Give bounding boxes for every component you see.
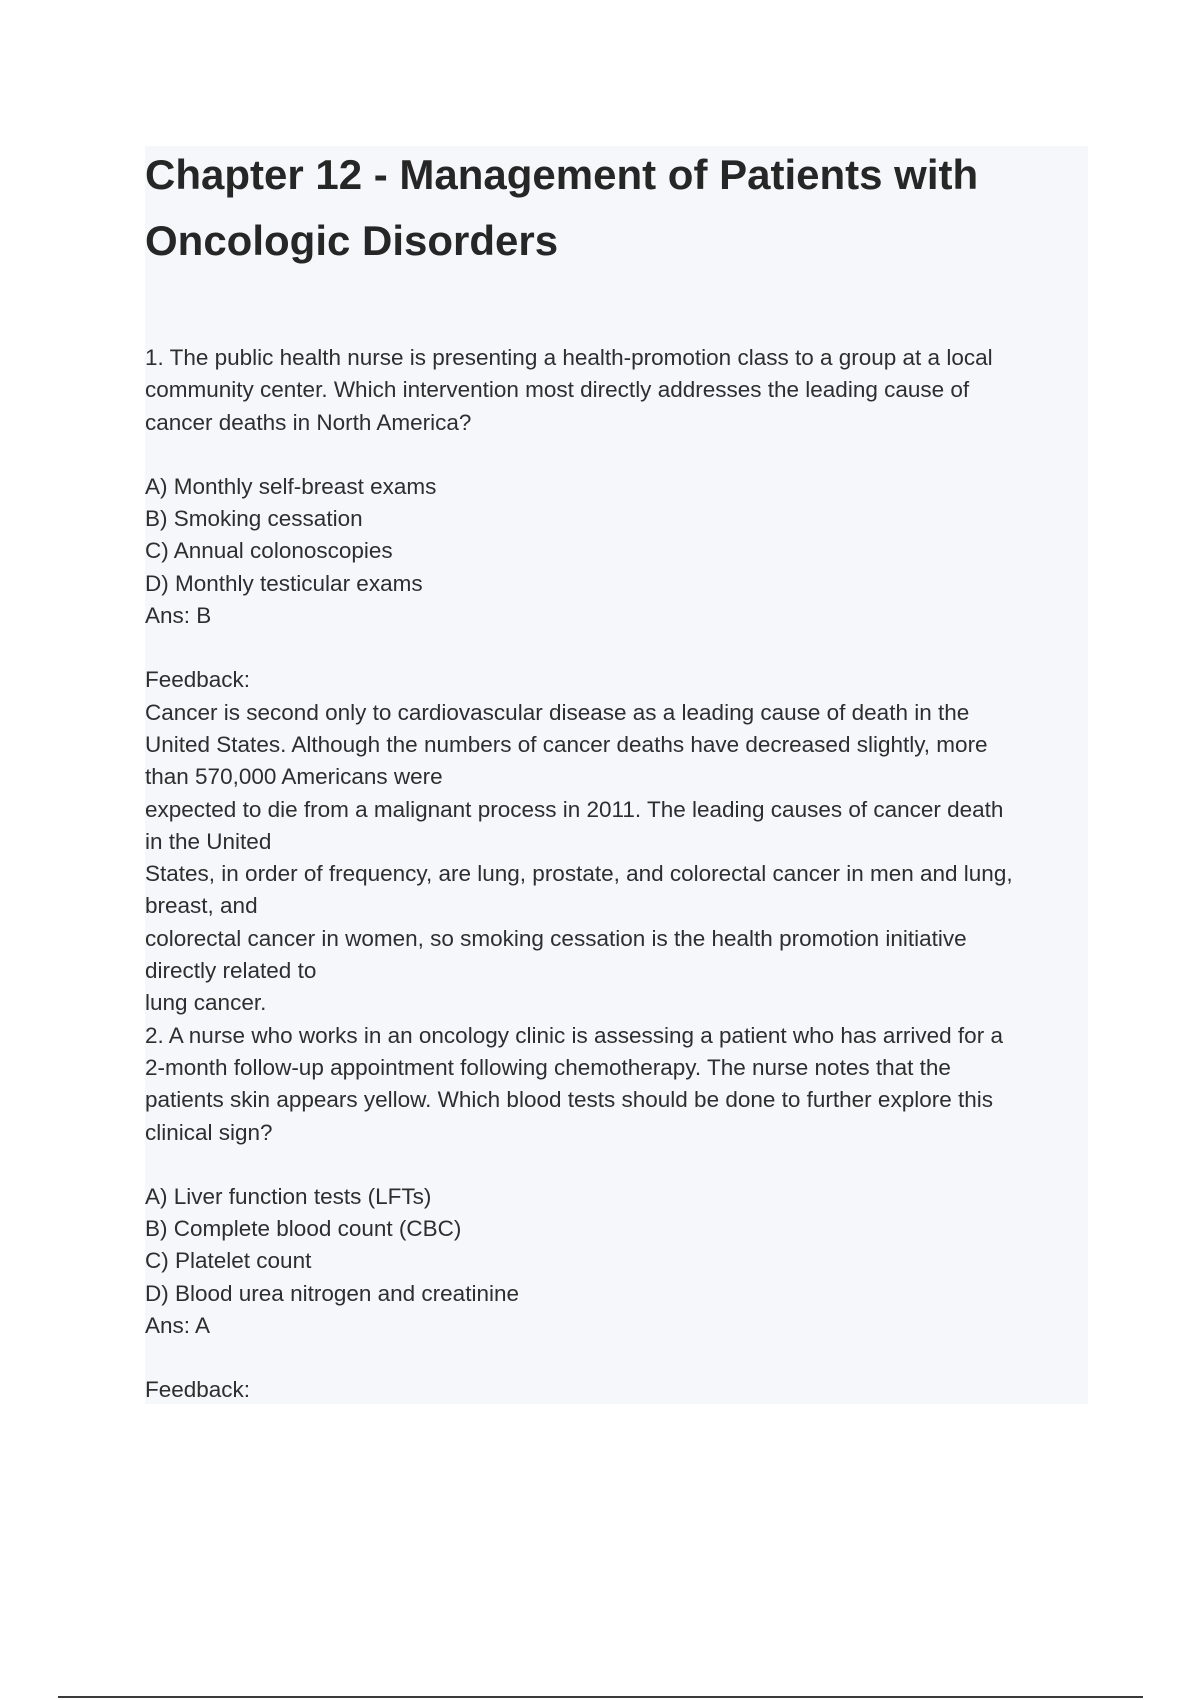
answer-key: Ans: A bbox=[145, 1313, 211, 1339]
stem-line: cancer deaths in North America? bbox=[145, 409, 472, 435]
spacer bbox=[145, 1342, 1085, 1374]
feedback-line: in the United bbox=[145, 828, 272, 854]
answer-key: Ans: B bbox=[145, 603, 212, 629]
stem-line: clinical sign? bbox=[145, 1119, 273, 1145]
option-c: C) Platelet count bbox=[145, 1248, 312, 1274]
question-stem bbox=[145, 1020, 1085, 1149]
spacer bbox=[145, 1149, 1085, 1181]
spacer bbox=[145, 439, 1085, 471]
feedback-line: States, in order of frequency, are lung, prostate, and colorectal cancer in men and lung, bbox=[145, 861, 1013, 887]
option-a: A) Liver function tests (LFTs) bbox=[145, 1183, 432, 1209]
answer-options bbox=[145, 1181, 1085, 1310]
feedback-line: breast, and bbox=[145, 893, 258, 919]
option-c: C) Annual colonoscopies bbox=[145, 538, 393, 564]
feedback-line: than 570,000 Americans were bbox=[145, 764, 443, 790]
feedback-text bbox=[145, 697, 1085, 1020]
stem-line: 2-month follow-up appointment following chemotherapy. The nurse notes that the bbox=[145, 1054, 951, 1080]
answer-options bbox=[145, 471, 1085, 600]
feedback-line: expected to die from a malignant process in 2011. The leading causes of cancer death bbox=[145, 796, 1004, 822]
spacer bbox=[145, 632, 1085, 664]
feedback-line: United States. Although the numbers of cancer deaths have decreased slightly, more bbox=[145, 731, 988, 757]
feedback-line: Cancer is second only to cardiovascular disease as a leading cause of death in the bbox=[145, 699, 970, 725]
feedback-label: Feedback: bbox=[145, 667, 251, 693]
option-d: D) Blood urea nitrogen and creatinine bbox=[145, 1280, 519, 1306]
stem-line: patients skin appears yellow. Which blood tests should be done to further explore this bbox=[145, 1087, 993, 1113]
stem-line: 1. The public health nurse is presenting a health-promotion class to a group at a local bbox=[145, 345, 993, 370]
feedback-label: Feedback: bbox=[145, 1377, 251, 1403]
stem-line: 2. A nurse who works in an oncology clinic is assessing a patient who has arrived for a bbox=[145, 1022, 1003, 1048]
option-b: B) Smoking cessation bbox=[145, 506, 363, 532]
page-divider bbox=[58, 1696, 1143, 1698]
page-title bbox=[145, 142, 1075, 274]
option-a: A) Monthly self-breast exams bbox=[145, 473, 437, 499]
option-b: B) Complete blood count (CBC) bbox=[145, 1216, 462, 1242]
option-d: D) Monthly testicular exams bbox=[145, 570, 423, 596]
feedback-line: lung cancer. bbox=[145, 990, 267, 1016]
question-stem bbox=[145, 342, 1085, 439]
feedback-line: directly related to bbox=[145, 958, 317, 984]
question-1 bbox=[145, 342, 1085, 1020]
document-body bbox=[145, 342, 1085, 1407]
question-2 bbox=[145, 1020, 1085, 1407]
feedback-line: colorectal cancer in women, so smoking cessation is the health promotion initiative bbox=[145, 925, 967, 951]
stem-line: community center. Which intervention most directly addresses the leading cause of bbox=[145, 377, 970, 403]
title-line: Chapter 12 - Management of Patients with bbox=[145, 151, 979, 198]
title-line: Oncologic Disorders bbox=[145, 217, 559, 264]
